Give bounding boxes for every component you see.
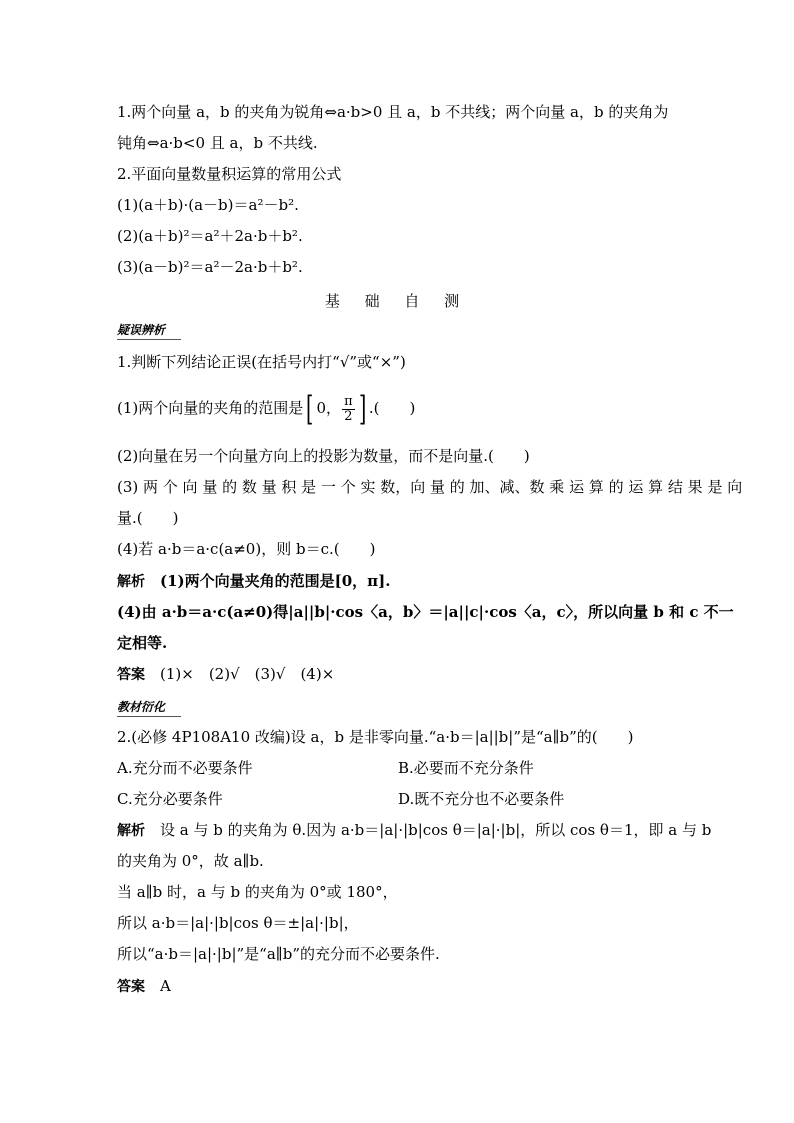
q1-item-3-line-1: (3) 两 个 向 量 的 数 量 积 是 一 个 实 数，向 量 的 加、减、数 乘 运 算 的 运 算 结 果 是 向 [117,478,743,496]
answer-text: (1)× (2)√ (3)√ (4)× [160,665,335,683]
right-bracket-glyph: ] [358,389,366,429]
q2-answer [117,977,171,996]
q2-analysis-line-4: 所以 a·b＝|a|·|b|cos θ＝±|a|·|b|， [117,914,359,932]
analysis-text-1: (1)两个向量夹角的范围是[0，π]. [160,572,391,590]
formula-1: (1)(a＋b)·(a－b)＝a²－b². [117,196,299,214]
formula-3: (3)(a－b)²＝a²－2a·b＋b². [117,258,303,276]
q1-item-2: (2)向量在另一个向量方向上的投影为数量，而不是向量.( ) [117,447,530,465]
q1-item-4: (4)若 a·b＝a·c(a≠0)，则 b＝c.( ) [117,540,376,558]
left-bracket-glyph: [ [306,389,314,429]
q1-stem: 1.判断下列结论正误(在括号内打“√”或“×”) [117,353,406,371]
q1-item-1-text: (1)两个向量的夹角的范围是 [117,399,304,417]
answer-text: A [160,977,171,995]
pi-over-two-fraction [342,395,355,424]
analysis-label: 解析 [117,574,145,590]
answer-label: 答案 [117,667,145,683]
fraction-denominator: 2 [344,408,353,424]
option-d: D.既不充分也不必要条件 [398,790,565,808]
q1-analysis-line-2: (4)由 a·b＝a·c(a≠0)得|a||b|·cos〈a，b〉＝|a||c|·cos〈a，c〉，所以向量 b 和 c 不一 [117,603,734,621]
interval-start: 0， [316,399,342,417]
option-a: A.充分而不必要条件 [117,759,253,777]
intro-line-1: 1.两个向量 a，b 的夹角为锐角⇔a·b>0 且 a，b 不共线；两个向量 a，b 的夹角为 [117,103,669,121]
q2-stem: 2.(必修 4P108A10 改编)设 a，b 是非零向量.“a·b＝|a||b|”是“a∥b”的( ) [117,728,634,746]
option-c: C.充分必要条件 [117,790,223,808]
tag-error-analysis: 疑误辨析 [117,321,181,340]
q1-item-1 [117,389,416,429]
q1-analysis-line-1 [117,572,390,591]
section-heading: 基 础 自 测 [324,292,470,310]
tag-textbook-adaptation: 教材衍化 [117,698,181,717]
q1-answer [117,665,334,684]
intro-line-2: 钝角⇔a·b<0 且 a，b 不共线. [117,134,318,152]
answer-label: 答案 [117,979,145,995]
intro-line-3: 2.平面向量数量积运算的常用公式 [117,165,342,183]
analysis-label: 解析 [117,823,145,839]
option-b: B.必要而不充分条件 [398,759,534,777]
analysis-text: 设 a 与 b 的夹角为 θ.因为 a·b＝|a|·|b|cos θ＝|a|·|b|，所以 cos θ＝1，即 a 与 b [160,821,712,839]
formula-2: (2)(a＋b)²＝a²＋2a·b＋b². [117,227,303,245]
q2-analysis-line-1 [117,821,711,840]
q2-analysis-line-2: 的夹角为 0°，故 a∥b. [117,852,264,870]
q2-analysis-line-3: 当 a∥b 时，a 与 b 的夹角为 0°或 180°， [117,883,398,901]
q1-item-3-line-2: 量.( ) [117,509,179,527]
q1-item-1-blank: .( ) [368,399,416,417]
fraction-numerator: π [344,393,353,409]
q2-analysis-line-5: 所以“a·b＝|a|·|b|”是“a∥b”的充分而不必要条件. [117,945,440,963]
q1-analysis-line-3: 定相等. [117,634,168,652]
